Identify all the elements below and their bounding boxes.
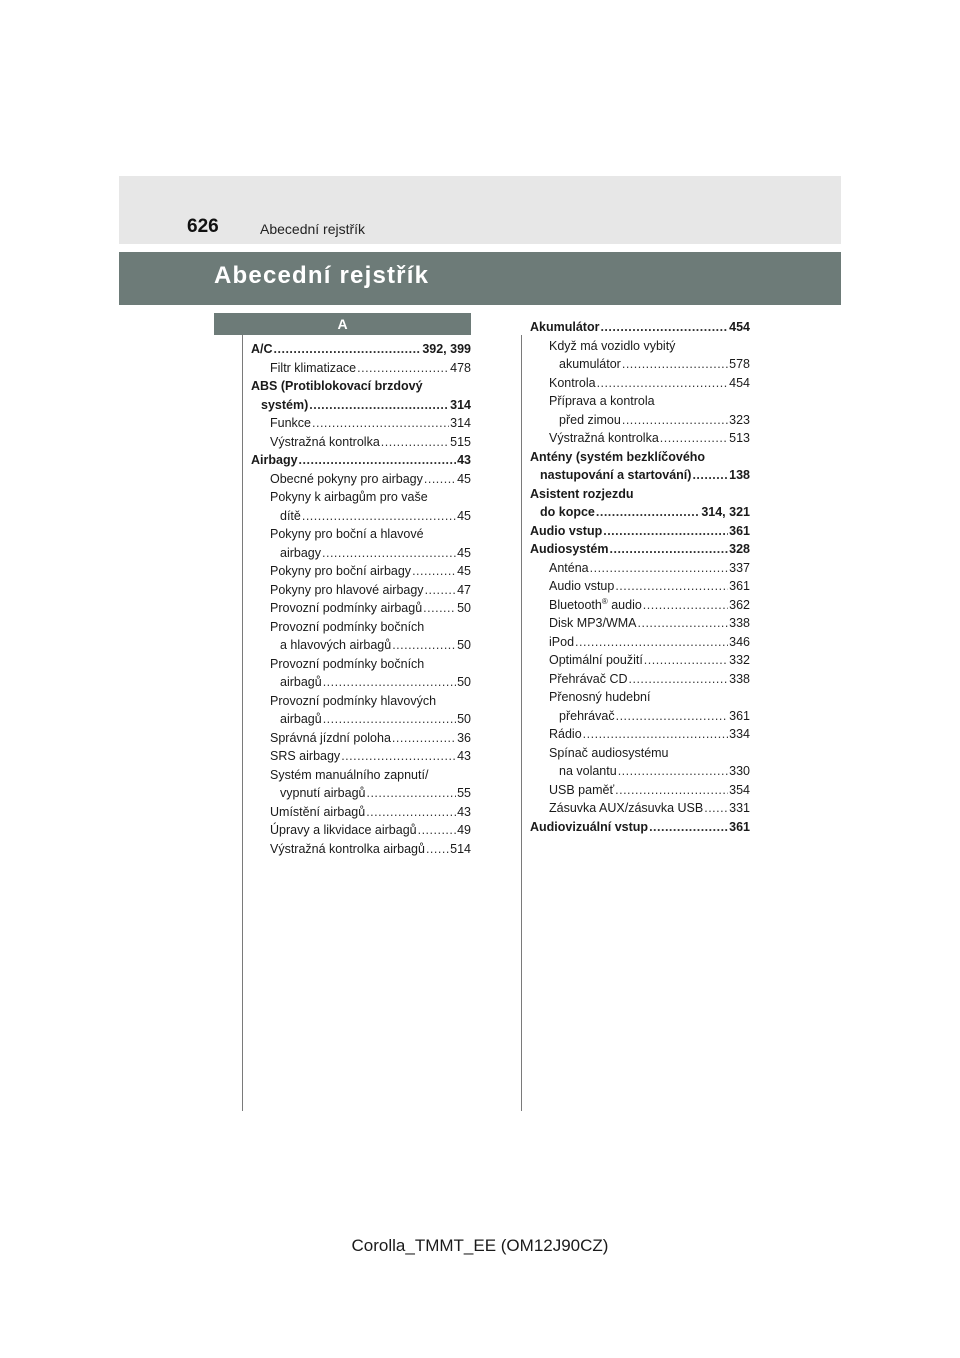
index-entry xyxy=(530,651,750,670)
dot-leader xyxy=(418,821,456,840)
index-entry xyxy=(251,451,471,470)
index-entry-term xyxy=(280,636,391,655)
index-entry-term-suffix: audio xyxy=(607,597,642,612)
index-entry-term xyxy=(270,729,391,748)
index-entry xyxy=(530,559,750,578)
index-entry-term-text: Kontrola xyxy=(549,375,596,390)
index-entry xyxy=(251,618,471,637)
index-entry-term-text: airbagy xyxy=(280,545,321,560)
dot-leader xyxy=(618,762,728,781)
dot-leader xyxy=(638,614,729,633)
index-entry-term-text: Akumulátor xyxy=(530,320,600,334)
index-entry-term xyxy=(559,707,615,726)
index-entry-term-text: Přehrávač CD xyxy=(549,671,628,686)
index-entry-term xyxy=(530,522,602,541)
index-entry-term xyxy=(549,651,643,670)
registered-mark: ® xyxy=(601,596,608,606)
index-entry-term-text: Filtr klimatizace xyxy=(270,360,357,375)
dot-leader xyxy=(312,414,449,433)
index-entry xyxy=(530,744,750,763)
index-entry xyxy=(530,411,750,430)
index-entry xyxy=(251,803,471,822)
index-entry-page: 513 xyxy=(729,431,750,445)
index-entry xyxy=(530,337,750,356)
index-entry-page: 328 xyxy=(729,542,750,556)
index-entry-term xyxy=(559,355,621,374)
index-entry-term-text: Výstražná kontrolka airbagů xyxy=(270,841,425,856)
index-entry-term xyxy=(280,507,301,526)
index-entry-page: 515 xyxy=(450,434,471,449)
index-entry-page: 337 xyxy=(729,560,750,575)
index-column-1 xyxy=(251,340,471,858)
index-entry xyxy=(530,688,750,707)
dot-leader xyxy=(596,503,700,522)
dot-leader xyxy=(644,651,728,670)
index-entry-term-text: Systém manuálního zapnutí/ xyxy=(270,767,429,782)
dot-leader xyxy=(643,596,728,615)
index-entry-page: 361 xyxy=(729,819,750,834)
dot-leader xyxy=(610,540,729,559)
index-entry-term xyxy=(540,503,595,522)
index-entry xyxy=(530,781,750,800)
page-number: 626 xyxy=(187,216,219,237)
index-entry-term-text: Přenosný hudební xyxy=(549,690,651,704)
index-entry-term-text: A/C xyxy=(251,342,273,356)
index-entry-term-text: USB paměť xyxy=(549,782,615,797)
dot-leader xyxy=(309,396,449,415)
index-entry-page: 346 xyxy=(729,634,750,649)
index-entry-term xyxy=(280,710,322,729)
index-entry-page: 50 xyxy=(457,712,471,726)
index-entry xyxy=(530,725,750,744)
index-entry-term-text: Provozní podmínky hlavových xyxy=(270,693,437,708)
index-entry xyxy=(251,562,471,581)
index-entry-term xyxy=(549,429,659,448)
dot-leader xyxy=(660,429,728,448)
index-entry-term xyxy=(270,599,422,618)
index-entry-term xyxy=(251,451,298,470)
index-entry-page: 36 xyxy=(457,730,471,745)
index-entry-term-text: Příprava a kontrola xyxy=(549,394,655,408)
index-entry-term-text: SRS airbagy xyxy=(270,749,341,763)
index-entry-term-text: Obecné pokyny pro airbagy xyxy=(270,471,423,486)
index-entry-term xyxy=(270,803,365,822)
index-entry-term xyxy=(251,340,273,359)
index-entry-term xyxy=(549,614,637,633)
index-entry-term-text: Funkce xyxy=(270,416,311,430)
index-entry-term-text: nastupování a startování) xyxy=(540,468,692,482)
index-entry-term-text: Asistent rozjezdu xyxy=(530,486,634,501)
index-entry xyxy=(251,581,471,600)
index-entry-page: 361 xyxy=(729,708,750,723)
index-entry xyxy=(251,636,471,655)
index-entry-page: 338 xyxy=(729,616,750,630)
index-entry xyxy=(530,318,750,337)
dot-leader xyxy=(616,707,729,726)
index-entry-term xyxy=(549,337,675,356)
index-entry-term xyxy=(270,821,417,840)
index-entry xyxy=(251,488,471,507)
index-entry xyxy=(251,599,471,618)
index-entry-term-text: airbagů xyxy=(280,712,322,726)
dot-leader xyxy=(322,544,456,563)
index-entry xyxy=(530,614,750,633)
index-entry-term-text: Airbagy xyxy=(251,453,298,467)
index-entry-term xyxy=(270,562,411,581)
index-entry-term-text: Výstražná kontrolka xyxy=(270,434,380,449)
index-entry-term-text: vypnutí airbagů xyxy=(280,786,366,800)
index-entry xyxy=(530,522,750,541)
index-entry-term-text: Výstražná kontrolka xyxy=(549,431,659,445)
dot-leader xyxy=(392,636,456,655)
index-entry-term xyxy=(559,762,617,781)
index-entry-term-text: Provozní podmínky bočních xyxy=(270,656,425,671)
index-entry-term-text: Disk MP3/WMA xyxy=(549,616,637,630)
index-entry-page: 454 xyxy=(729,320,750,334)
dot-leader xyxy=(323,710,456,729)
index-entry-term xyxy=(270,655,424,674)
index-entry-page: 314 xyxy=(450,397,471,412)
index-entry xyxy=(251,433,471,452)
index-entry-page: 478 xyxy=(450,360,471,375)
index-entry-page: 454 xyxy=(729,375,750,390)
dot-leader xyxy=(704,799,728,818)
index-entry-term-text: systém) xyxy=(261,397,309,412)
index-entry xyxy=(251,821,471,840)
index-entry-term xyxy=(549,633,574,652)
dot-leader xyxy=(615,781,728,800)
dot-leader xyxy=(366,784,456,803)
index-entry-page: 578 xyxy=(729,357,750,371)
index-entry-page: 45 xyxy=(457,471,471,486)
dot-leader xyxy=(302,507,456,526)
index-entry-term-text: Rádio xyxy=(549,727,582,741)
index-entry-term-text: akumulátor xyxy=(559,357,621,371)
index-entry-page: 138 xyxy=(729,468,750,482)
dot-leader xyxy=(583,725,728,744)
index-entry-term-text: Provozní podmínky airbagů xyxy=(270,601,423,615)
index-entry-term-text: Pokyny pro boční airbagy xyxy=(270,564,412,578)
index-entry-term xyxy=(270,414,311,433)
index-entry-term xyxy=(530,318,599,337)
index-entry-term xyxy=(530,485,634,504)
index-entry-page: 361 xyxy=(729,523,750,538)
index-entry-page: 49 xyxy=(457,823,471,837)
dot-leader xyxy=(366,803,456,822)
index-entry xyxy=(530,448,750,467)
index-entry xyxy=(251,470,471,489)
header-band xyxy=(119,176,841,244)
index-entry-term xyxy=(549,744,669,763)
dot-leader xyxy=(622,355,728,374)
index-entry xyxy=(530,485,750,504)
dot-leader xyxy=(357,359,449,378)
index-entry xyxy=(530,429,750,448)
index-entry-term-text: Audiosystém xyxy=(530,542,609,556)
index-entry-term xyxy=(280,673,322,692)
index-entry-term xyxy=(261,396,308,415)
index-entry-term-text: Pokyny k airbagům pro vaše xyxy=(270,490,428,504)
index-entry-page: 43 xyxy=(457,453,471,467)
index-entry xyxy=(530,707,750,726)
index-entry-term xyxy=(549,596,642,615)
index-entry-term xyxy=(549,781,614,800)
index-entry xyxy=(251,377,471,396)
index-entry xyxy=(251,766,471,785)
header-section-name: Abecední rejstřík xyxy=(260,221,366,237)
index-entry-page: 362 xyxy=(729,597,750,612)
index-entry-page: 331 xyxy=(729,801,750,815)
index-entry xyxy=(530,577,750,596)
index-entry-term-text: Audio vstup xyxy=(549,579,615,593)
index-entry-term-text: Když má vozidlo vybitý xyxy=(549,338,676,353)
index-entry-term xyxy=(530,448,705,467)
index-column-2 xyxy=(530,318,750,836)
index-entry-term-text: Spínač audiosystému xyxy=(549,745,669,760)
index-entry xyxy=(530,466,750,485)
index-entry-term xyxy=(270,692,436,711)
index-entry-term xyxy=(559,411,621,430)
index-entry-term xyxy=(549,374,596,393)
index-entry-term xyxy=(270,470,423,489)
index-entry-term-text: Úpravy a likvidace airbagů xyxy=(270,823,417,837)
dot-leader xyxy=(299,451,457,470)
index-entry-term xyxy=(270,359,356,378)
index-entry xyxy=(530,374,750,393)
dot-leader xyxy=(381,433,449,452)
index-entry-term xyxy=(549,670,628,689)
dot-leader xyxy=(412,562,456,581)
index-entry-page: 354 xyxy=(729,782,750,797)
index-entry-term-text: Antény (systém bezklíčového xyxy=(530,449,706,464)
dot-leader xyxy=(597,374,729,393)
dot-leader xyxy=(600,318,728,337)
index-entry-page: 55 xyxy=(457,786,471,800)
dot-leader xyxy=(341,747,456,766)
index-entry-term xyxy=(270,525,424,544)
dot-leader xyxy=(426,840,449,859)
index-entry-term-text: iPod xyxy=(549,634,575,649)
index-entry-term-text: Pokyny pro boční a hlavové xyxy=(270,527,424,541)
dot-leader xyxy=(274,340,422,359)
index-entry-term xyxy=(270,766,428,785)
index-entry-term-text: a hlavových airbagů xyxy=(280,638,392,652)
index-entry-term-text: před zimou xyxy=(559,412,621,427)
index-entry-term-text: Optimální použití xyxy=(549,653,643,667)
dot-leader xyxy=(323,673,456,692)
index-entry-term-text: na volantu xyxy=(559,764,617,778)
index-entry-term-text: Provozní podmínky bočních xyxy=(270,619,425,634)
index-entry xyxy=(251,710,471,729)
index-entry xyxy=(251,729,471,748)
index-entry-page: 361 xyxy=(729,579,750,593)
index-entry xyxy=(530,670,750,689)
index-entry xyxy=(530,355,750,374)
dot-leader xyxy=(575,633,728,652)
dot-leader xyxy=(424,470,456,489)
index-entry-term-text: Správná jízdní poloha xyxy=(270,730,391,745)
index-entry-term xyxy=(270,433,380,452)
index-entry-term xyxy=(540,466,691,485)
column-divider-left xyxy=(242,335,243,1111)
index-entry xyxy=(251,359,471,378)
index-entry xyxy=(530,503,750,522)
index-entry-page: 50 xyxy=(457,601,471,615)
dot-leader xyxy=(603,522,728,541)
index-entry-term xyxy=(270,618,424,637)
dot-leader xyxy=(692,466,728,485)
index-entry-term xyxy=(549,725,582,744)
index-entry-term xyxy=(270,488,428,507)
index-entry-page: 330 xyxy=(729,764,750,778)
index-entry xyxy=(251,396,471,415)
index-entry-term xyxy=(549,688,650,707)
index-entry-page: 50 xyxy=(457,638,471,652)
index-entry-term xyxy=(549,559,589,578)
index-entry-page: 392, 399 xyxy=(422,342,471,356)
index-entry-page: 314 xyxy=(450,416,471,430)
index-entry xyxy=(251,673,471,692)
index-entry-term-text: dítě xyxy=(280,508,301,523)
index-entry xyxy=(251,340,471,359)
index-entry-term-text: Audiovizuální vstup xyxy=(530,819,649,834)
index-entry-term-text: Zásuvka AUX/zásuvka USB xyxy=(549,801,704,815)
index-entry-term xyxy=(270,747,340,766)
index-entry xyxy=(530,762,750,781)
index-entry-page: 43 xyxy=(457,804,471,819)
index-entry-term xyxy=(549,577,614,596)
dot-leader xyxy=(392,729,456,748)
dot-leader xyxy=(590,559,729,578)
index-entry xyxy=(251,692,471,711)
index-entry-page: 332 xyxy=(729,653,750,667)
index-entry-term xyxy=(280,784,365,803)
index-entry-term-text: airbagů xyxy=(280,675,322,689)
index-entry-term xyxy=(530,818,648,837)
index-entry-page: 334 xyxy=(729,727,750,741)
index-entry xyxy=(251,747,471,766)
index-entry-term-text: Pokyny pro hlavové airbagy xyxy=(270,582,424,597)
index-entry xyxy=(251,840,471,859)
index-entry xyxy=(251,507,471,526)
page-title: Abecední rejstřík xyxy=(214,262,430,289)
index-entry-term xyxy=(549,392,655,411)
dot-leader xyxy=(649,818,728,837)
index-entry-page: 45 xyxy=(457,564,471,578)
index-entry-page: 45 xyxy=(457,545,471,560)
index-entry-page: 323 xyxy=(729,412,750,427)
index-entry-page: 314, 321 xyxy=(701,505,750,519)
index-entry-page: 338 xyxy=(729,671,750,686)
index-entry-term xyxy=(549,799,703,818)
index-entry-term-text: přehrávač xyxy=(559,708,615,723)
index-entry-term xyxy=(530,540,609,559)
index-entry-term-text: Bluetooth xyxy=(549,597,602,612)
dot-leader xyxy=(425,581,457,600)
index-entry-term xyxy=(251,377,423,396)
index-entry-term-text: Audio vstup xyxy=(530,523,603,538)
index-entry-term-text: ABS (Protiblokovací brzdový xyxy=(251,379,423,393)
dot-leader xyxy=(615,577,728,596)
index-entry-term xyxy=(270,840,425,859)
index-entry xyxy=(530,818,750,837)
index-entry xyxy=(251,544,471,563)
index-entry xyxy=(530,540,750,559)
index-entry xyxy=(530,392,750,411)
section-letter: A xyxy=(214,313,471,335)
index-entry xyxy=(251,525,471,544)
index-entry-term-text: Anténa xyxy=(549,560,589,575)
index-entry xyxy=(530,799,750,818)
index-entry xyxy=(251,784,471,803)
index-entry xyxy=(251,414,471,433)
footer-manual-id: Corolla_TMMT_EE (OM12J90CZ) xyxy=(351,1236,609,1255)
dot-leader xyxy=(423,599,456,618)
dot-leader xyxy=(622,411,728,430)
index-entry-page: 514 xyxy=(450,841,471,856)
index-entry xyxy=(251,655,471,674)
index-entry-page: 47 xyxy=(457,582,471,597)
index-entry-term xyxy=(270,581,424,600)
index-entry xyxy=(530,633,750,652)
column-divider-right xyxy=(521,335,522,1111)
index-entry-term-text: Umístění airbagů xyxy=(270,804,366,819)
index-entry-term-text: do kopce xyxy=(540,505,595,519)
dot-leader xyxy=(629,670,729,689)
index-entry xyxy=(530,596,750,615)
index-entry-page: 43 xyxy=(457,749,471,763)
index-entry-term xyxy=(280,544,321,563)
index-entry-page: 45 xyxy=(457,508,471,523)
index-entry-page: 50 xyxy=(457,675,471,689)
